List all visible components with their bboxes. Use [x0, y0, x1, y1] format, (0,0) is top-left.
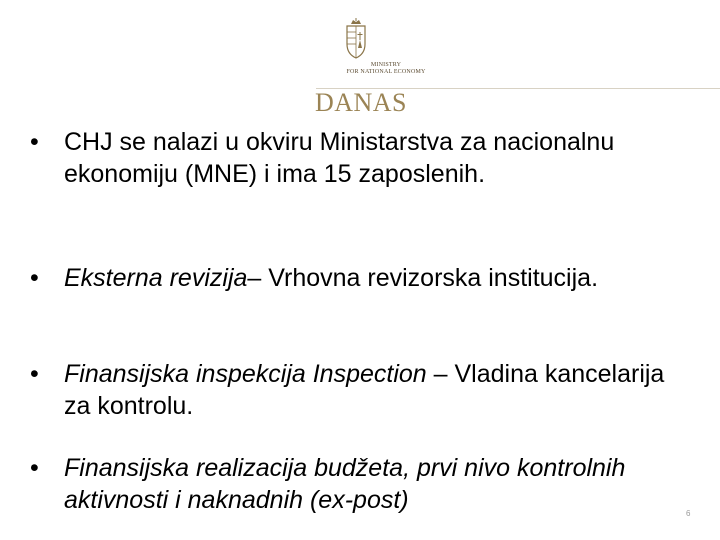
slide-title: DANAS	[314, 88, 408, 117]
ministry-line-1: MINISTRY	[370, 62, 402, 68]
bullet-italic-text: Finansijska inspekcija Inspection	[64, 360, 427, 388]
bullet-dot: •	[30, 360, 39, 388]
bullet-dot: •	[30, 264, 39, 292]
bullet-italic-text: Finansijska realizacija budžeta, prvi nivo kontrolnih aktivnosti i naknadnih (ex-post)	[64, 454, 626, 514]
bullet-dot: •	[30, 128, 39, 156]
bullet-item	[30, 358, 680, 422]
bullet-item	[30, 262, 598, 294]
bullet-dot: •	[30, 454, 39, 482]
ministry-logo	[330, 18, 430, 80]
bullet-item	[30, 452, 680, 516]
bullet-text: – Vladina kancelarija za kontrolu.	[64, 360, 665, 420]
ministry-name	[330, 62, 442, 76]
bullet-text: – Vrhovna revizorska institucija.	[247, 264, 599, 292]
coat-of-arms-icon	[344, 18, 368, 60]
bullet-item	[30, 126, 680, 190]
ministry-line-2: FOR NATIONAL ECONOMY	[346, 69, 426, 75]
bullet-text: CHJ se nalazi u okviru Ministarstva za nacionalnu ekonomiju (MNE) i ima 15 zaposlenih.	[64, 128, 615, 188]
bullet-italic-text: Eksterna revizija	[64, 264, 248, 292]
page-number: 6	[686, 509, 691, 518]
